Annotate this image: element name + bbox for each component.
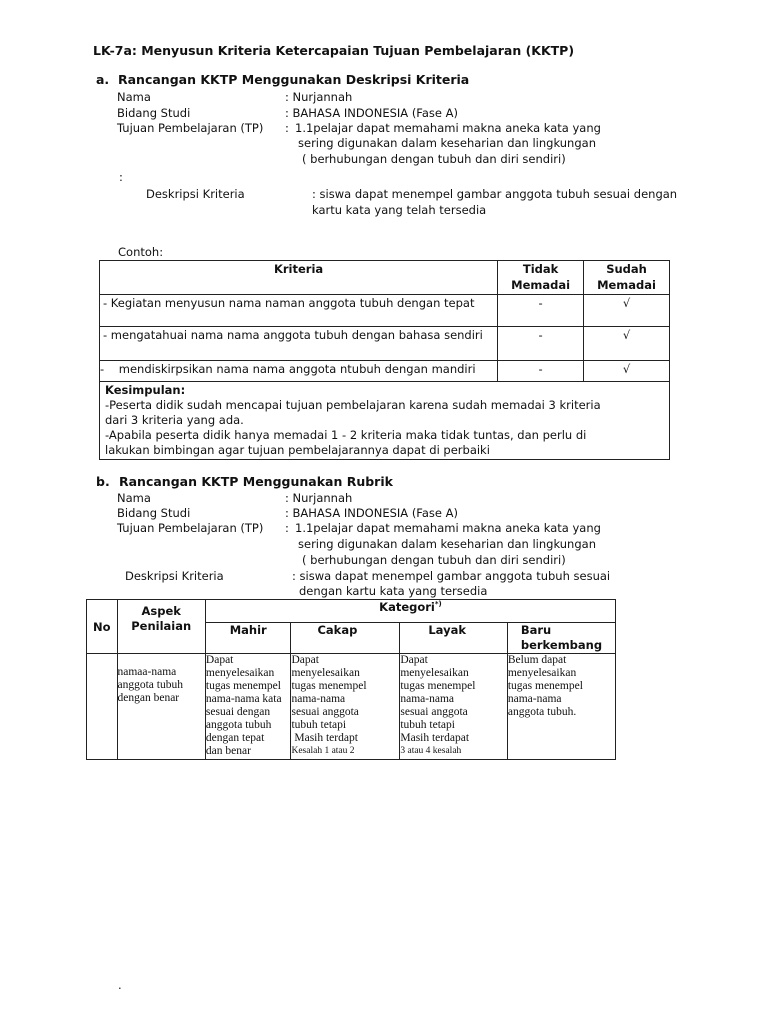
footer-dot: .	[118, 978, 122, 992]
kesimpulan-line1: -Peserta didik sudah mencapai tujuan pembelajaran karena sudah memadai 3 kriteria	[105, 398, 601, 412]
layak-line: tugas menempel	[400, 680, 476, 692]
baru-line: menyelesaikan	[507, 667, 577, 679]
kesimpulan-line4: lakukan bimbingan agar tujuan pembelajarannya dapat di perbaiki	[105, 443, 490, 457]
header-tidak-memadai: Tidak Memadai	[498, 261, 584, 295]
b-nama-label: Nama	[117, 491, 151, 505]
mahir-line: sesuai dengan	[205, 706, 271, 718]
b-deskripsi-line1: : siswa dapat menempel gambar anggota tubuh sesuai	[292, 569, 611, 583]
table-row	[87, 654, 616, 760]
b-deskripsi-label: Deskripsi Kriteria	[125, 569, 224, 583]
table-row	[100, 327, 670, 361]
header-kategori	[205, 600, 615, 623]
mahir-line: Dapat	[205, 654, 234, 666]
b-tp-label: Tujuan Pembelajaran (TP)	[117, 521, 264, 535]
section-b-heading: Rancangan KKTP Menggunakan Rubrik	[119, 474, 393, 489]
header-layak: Layak	[400, 623, 508, 654]
mahir-line: dan benar	[205, 745, 251, 757]
mahir-line: tugas menempel	[205, 680, 281, 692]
header-kriteria: Kriteria	[100, 261, 498, 295]
layak-small: 3 atau 4 kesalah	[400, 746, 462, 756]
a-tp-colon: :	[285, 121, 289, 135]
layak-line: menyelesaikan	[400, 667, 469, 679]
rubric-table	[86, 599, 616, 760]
kesimpulan-cell	[100, 382, 670, 460]
b-tp-line1: 1.1pelajar dapat memahami makna aneka kata yang	[295, 521, 601, 535]
a-tp-line1: 1.1pelajar dapat memahami makna aneka kata yang	[295, 121, 601, 135]
cakap-line: Dapat	[291, 654, 319, 666]
rubric-layak	[400, 654, 508, 760]
cakap-line: nama-nama	[291, 693, 346, 705]
row-kriteria: - mendiskirpsikan nama nama anggota ntubuh dengan mandiri	[100, 361, 498, 382]
kesimpulan-line3: -Apabila peserta didik hanya memadai 1 - 2 kriteria maka tidak tuntas, dan perlu di	[105, 428, 587, 442]
cakap-small: Kesalah 1 atau 2	[291, 746, 355, 756]
baru-line: nama-nama	[507, 693, 562, 705]
b-tp-colon: :	[285, 521, 289, 535]
layak-line: Dapat	[400, 654, 428, 666]
layak-line: nama-nama	[400, 693, 454, 705]
rubric-no	[87, 654, 118, 760]
header-baru: Baru berkembang	[507, 623, 615, 654]
aspek-line: namaa-nama	[117, 666, 177, 678]
header-no: No	[87, 600, 118, 654]
header-mahir: Mahir	[205, 623, 291, 654]
rubric-baru	[507, 654, 615, 760]
baru-line: Belum dapat	[507, 654, 567, 666]
kesimpulan-line2: dari 3 kriteria yang ada.	[105, 413, 244, 427]
row-tidak: -	[498, 295, 584, 327]
a-tp-label: Tujuan Pembelajaran (TP)	[117, 121, 264, 135]
row-kriteria: - mengatahuai nama nama anggota tubuh dengan bahasa sendiri	[100, 327, 498, 361]
row-tidak: -	[498, 327, 584, 361]
b-nama-value: : Nurjannah	[285, 491, 353, 505]
baru-line: anggota tubuh.	[507, 706, 577, 718]
mahir-line: menyelesaikan	[205, 667, 275, 679]
baru-line: tugas menempel	[507, 680, 583, 692]
header-aspek	[117, 600, 205, 654]
b-tp-line2: sering digunakan dalam keseharian dan lingkungan	[298, 537, 596, 551]
rubric-aspek	[117, 654, 205, 760]
aspek-line: dengan benar	[117, 692, 180, 704]
header-kategori-text: Kategori	[379, 600, 435, 614]
row-sudah: √	[584, 295, 670, 327]
contoh-label: Contoh:	[118, 245, 164, 259]
a-nama-value: : Nurjannah	[285, 90, 353, 104]
cakap-line: menyelesaikan	[291, 667, 360, 679]
a-bidang-value: : BAHASA INDONESIA (Fase A)	[285, 106, 458, 120]
b-bidang-value: : BAHASA INDONESIA (Fase A)	[285, 506, 458, 520]
section-a-heading: Rancangan KKTP Menggunakan Deskripsi Kriteria	[118, 72, 470, 87]
header-cakap: Cakap	[291, 623, 400, 654]
section-b-prefix: b.	[96, 474, 110, 489]
a-deskripsi-line2: kartu kata yang telah tersedia	[312, 203, 487, 217]
header-aspek-text: Aspek Penilaian	[131, 604, 192, 633]
rubric-mahir	[205, 654, 291, 760]
row-kriteria: - Kegiatan menyusun nama naman anggota tubuh dengan tepat	[100, 295, 498, 327]
b-deskripsi-line2: dengan kartu kata yang tersedia	[299, 584, 488, 598]
page-title: LK-7a: Menyusun Kriteria Ketercapaian Tujuan Pembelajaran (KKTP)	[93, 43, 575, 58]
header-kategori-sup: *)	[434, 600, 442, 609]
row-sudah: √	[584, 361, 670, 382]
section-a-prefix: a.	[96, 72, 110, 87]
a-deskripsi-label: Deskripsi Kriteria	[146, 187, 245, 201]
cakap-line: sesuai anggota	[291, 706, 359, 718]
mahir-line: dengan tepat	[205, 732, 265, 744]
b-bidang-label: Bidang Studi	[117, 506, 191, 520]
a-stray-colon: :	[119, 170, 123, 184]
cakap-line: Masih terdapt	[291, 732, 358, 744]
table-row	[100, 361, 670, 382]
header-sudah-memadai: Sudah Memadai	[584, 261, 670, 295]
criteria-table	[99, 260, 670, 460]
row-sudah: √	[584, 327, 670, 361]
a-deskripsi-line1: : siswa dapat menempel gambar anggota tubuh sesuai dengan	[312, 187, 678, 201]
layak-line: Masih terdapat	[400, 732, 470, 744]
b-tp-line3: ( berhubungan dengan tubuh dan diri sendiri)	[302, 553, 566, 567]
aspek-line: anggota tubuh	[117, 679, 183, 691]
row-tidak: -	[498, 361, 584, 382]
layak-line: tubuh tetapi	[400, 719, 455, 731]
a-tp-line2: sering digunakan dalam keseharian dan lingkungan	[298, 136, 596, 150]
kesimpulan-label: Kesimpulan:	[105, 383, 186, 397]
a-tp-line3: ( berhubungan dengan tubuh dan diri sendiri)	[302, 152, 566, 166]
a-nama-label: Nama	[117, 90, 151, 104]
rubric-cakap	[291, 654, 400, 760]
mahir-line: anggota tubuh	[205, 719, 272, 731]
mahir-line: nama-nama kata	[205, 693, 282, 705]
cakap-line: tubuh tetapi	[291, 719, 347, 731]
a-bidang-label: Bidang Studi	[117, 106, 191, 120]
table-row	[100, 295, 670, 327]
cakap-line: tugas menempel	[291, 680, 367, 692]
layak-line: sesuai anggota	[400, 706, 468, 718]
